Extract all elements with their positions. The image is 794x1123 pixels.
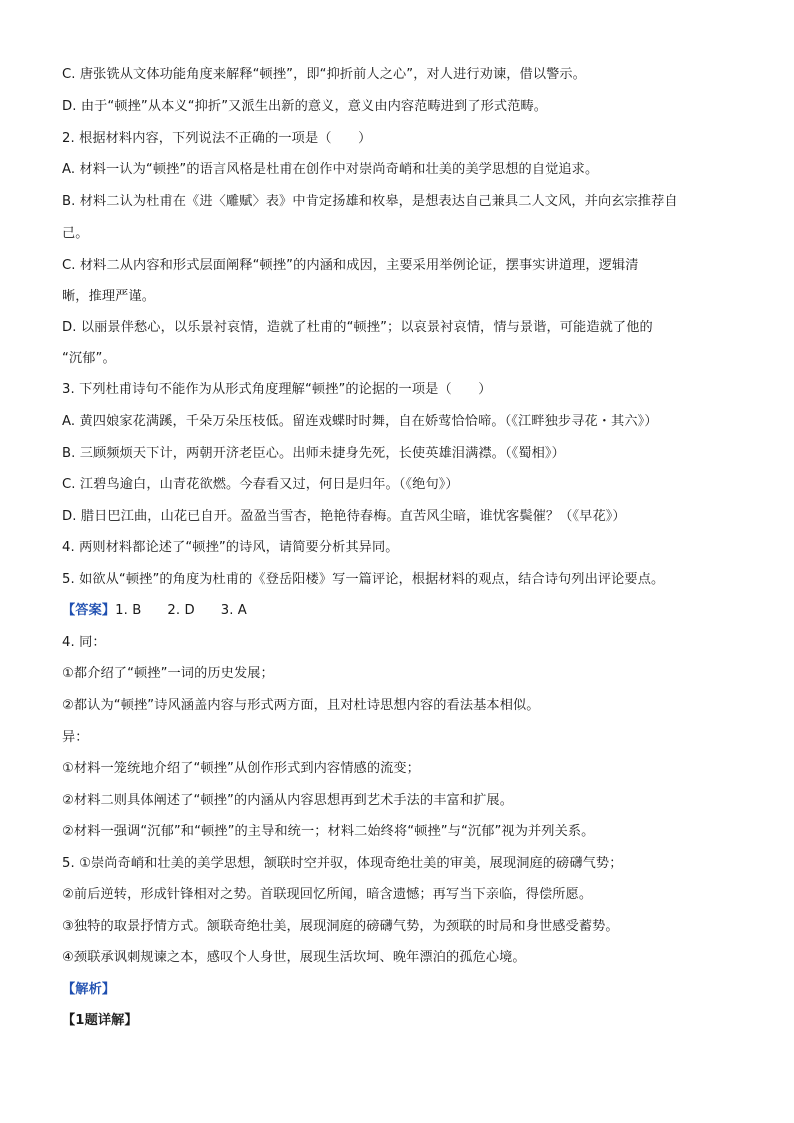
question-4: 4. 两则材料都论述了“顿挫”的诗风，请简要分析其异同。 bbox=[62, 540, 399, 555]
answer-2: 2. D bbox=[167, 603, 195, 618]
question-3: 3. 下列杜甫诗句不能作为从形式角度理解“顿挫”的论据的一项是（ ） bbox=[62, 382, 492, 397]
question-5: 5. 如欲从“顿挫”的角度为杜甫的《登岳阳楼》写一篇评论，根据材料的观点，结合诗句列出评论要点。 bbox=[62, 572, 665, 587]
answer-4-same-2: ②都认为“顿挫”诗风涵盖内容与形式两方面，且对杜诗思想内容的看法基本相似。 bbox=[62, 698, 540, 713]
answer-5-point-1: 5. ①崇尚奇峭和壮美的美学思想，颔联时空并驭，体现奇绝壮美的审美，展现洞庭的磅礴气势； bbox=[62, 856, 623, 871]
answer-4-diff-2: ②材料二则具体阐述了“顿挫”的内涵从内容思想再到艺术手法的丰富和扩展。 bbox=[62, 793, 513, 808]
detail-label-q1: 【1题详解】 bbox=[62, 1013, 138, 1028]
answer-5-point-4: ④颈联承讽刺规谏之本，感叹个人身世，展现生活坎坷、晚年漂泊的孤危心境。 bbox=[62, 950, 526, 965]
option-a-q2: A. 材料一认为“顿挫”的语言风格是杜甫在创作中对崇尚奇峭和壮美的美学思想的自觉追求。 bbox=[62, 162, 599, 177]
option-c-q2: C. 材料二从内容和形式层面阐释“顿挫”的内涵和成因，主要采用举例论证，摆事实讲道理，逻辑清 bbox=[62, 258, 639, 273]
answer-line bbox=[62, 602, 742, 620]
option-d-q2-cont: “沉郁”。 bbox=[62, 351, 116, 366]
answer-4-heading: 4. 同： bbox=[62, 635, 106, 650]
option-d-q1: D. 由于“顿挫”从本义“抑折”又派生出新的意义，意义由内容范畴进到了形式范畴。 bbox=[62, 99, 548, 114]
answer-4-diff-1: ①材料一笼统地介绍了“顿挫”从创作形式到内容情感的流变； bbox=[62, 761, 420, 776]
option-c-q2-cont: 晰，推理严谨。 bbox=[62, 289, 156, 304]
answer-4-same-1: ①都介绍了“顿挫”一词的历史发展； bbox=[62, 666, 274, 681]
answer-5-point-2: ②前后逆转，形成针锋相对之势。首联现回忆所闻，暗含遗憾；再写当下亲临，得偿所愿。 bbox=[62, 887, 593, 902]
option-b-q2: B. 材料二认为杜甫在《进〈雕赋〉表》中肯定扬雄和枚皋，是想表达自己兼具二人文风，并向玄宗推荐自 bbox=[62, 194, 678, 209]
answer-4-diff-heading: 异： bbox=[62, 730, 89, 745]
answer-4-diff-3: ②材料一强调“沉郁”和“顿挫”的主导和统一；材料二始终将“顿挫”与“沉郁”视为并列关系。 bbox=[62, 824, 595, 839]
option-a-q3: A. 黄四娘家花满蹊，千朵万朵压枝低。留连戏蝶时时舞，自在娇莺恰恰啼。（《江畔独步寻花・其六》） bbox=[62, 414, 658, 429]
option-c-q3: C. 江碧鸟逾白，山青花欲燃。今春看又过，何日是归年。（《绝句》） bbox=[62, 477, 459, 492]
option-d-q2: D. 以丽景伴愁心，以乐景衬哀情，造就了杜甫的“顿挫”；以哀景衬哀情，情与景谐，可能造就了他的 bbox=[62, 320, 653, 335]
analysis-label: 【解析】 bbox=[62, 982, 116, 997]
option-b-q3: B. 三顾频烦天下计，两朝开济老臣心。出师未捷身先死，长使英雄泪满襟。（《蜀相》） bbox=[62, 446, 565, 461]
answer-1: 1. B bbox=[115, 603, 142, 618]
option-d-q3: D. 腊日巴江曲，山花已自开。盈盈当雪杏，艳艳待春梅。直苦风尘暗，谁忧客鬓催？（《早花》） bbox=[62, 509, 626, 524]
option-b-q2-cont: 己。 bbox=[62, 226, 89, 241]
question-2: 2. 根据材料内容，下列说法不正确的一项是（ ） bbox=[62, 131, 372, 146]
option-c-q1: C. 唐张铣从文体功能角度来解释“顿挫”，即“抑折前人之心”，对人进行劝谏，借以警示。 bbox=[62, 67, 586, 82]
answer-3: 3. A bbox=[220, 603, 247, 618]
answer-5-point-3: ③独特的取景抒情方式。颔联奇绝壮美，展现洞庭的磅礴气势，为颈联的时局和身世感受蓄势。 bbox=[62, 919, 619, 934]
answer-label: 【答案】 bbox=[62, 603, 116, 618]
